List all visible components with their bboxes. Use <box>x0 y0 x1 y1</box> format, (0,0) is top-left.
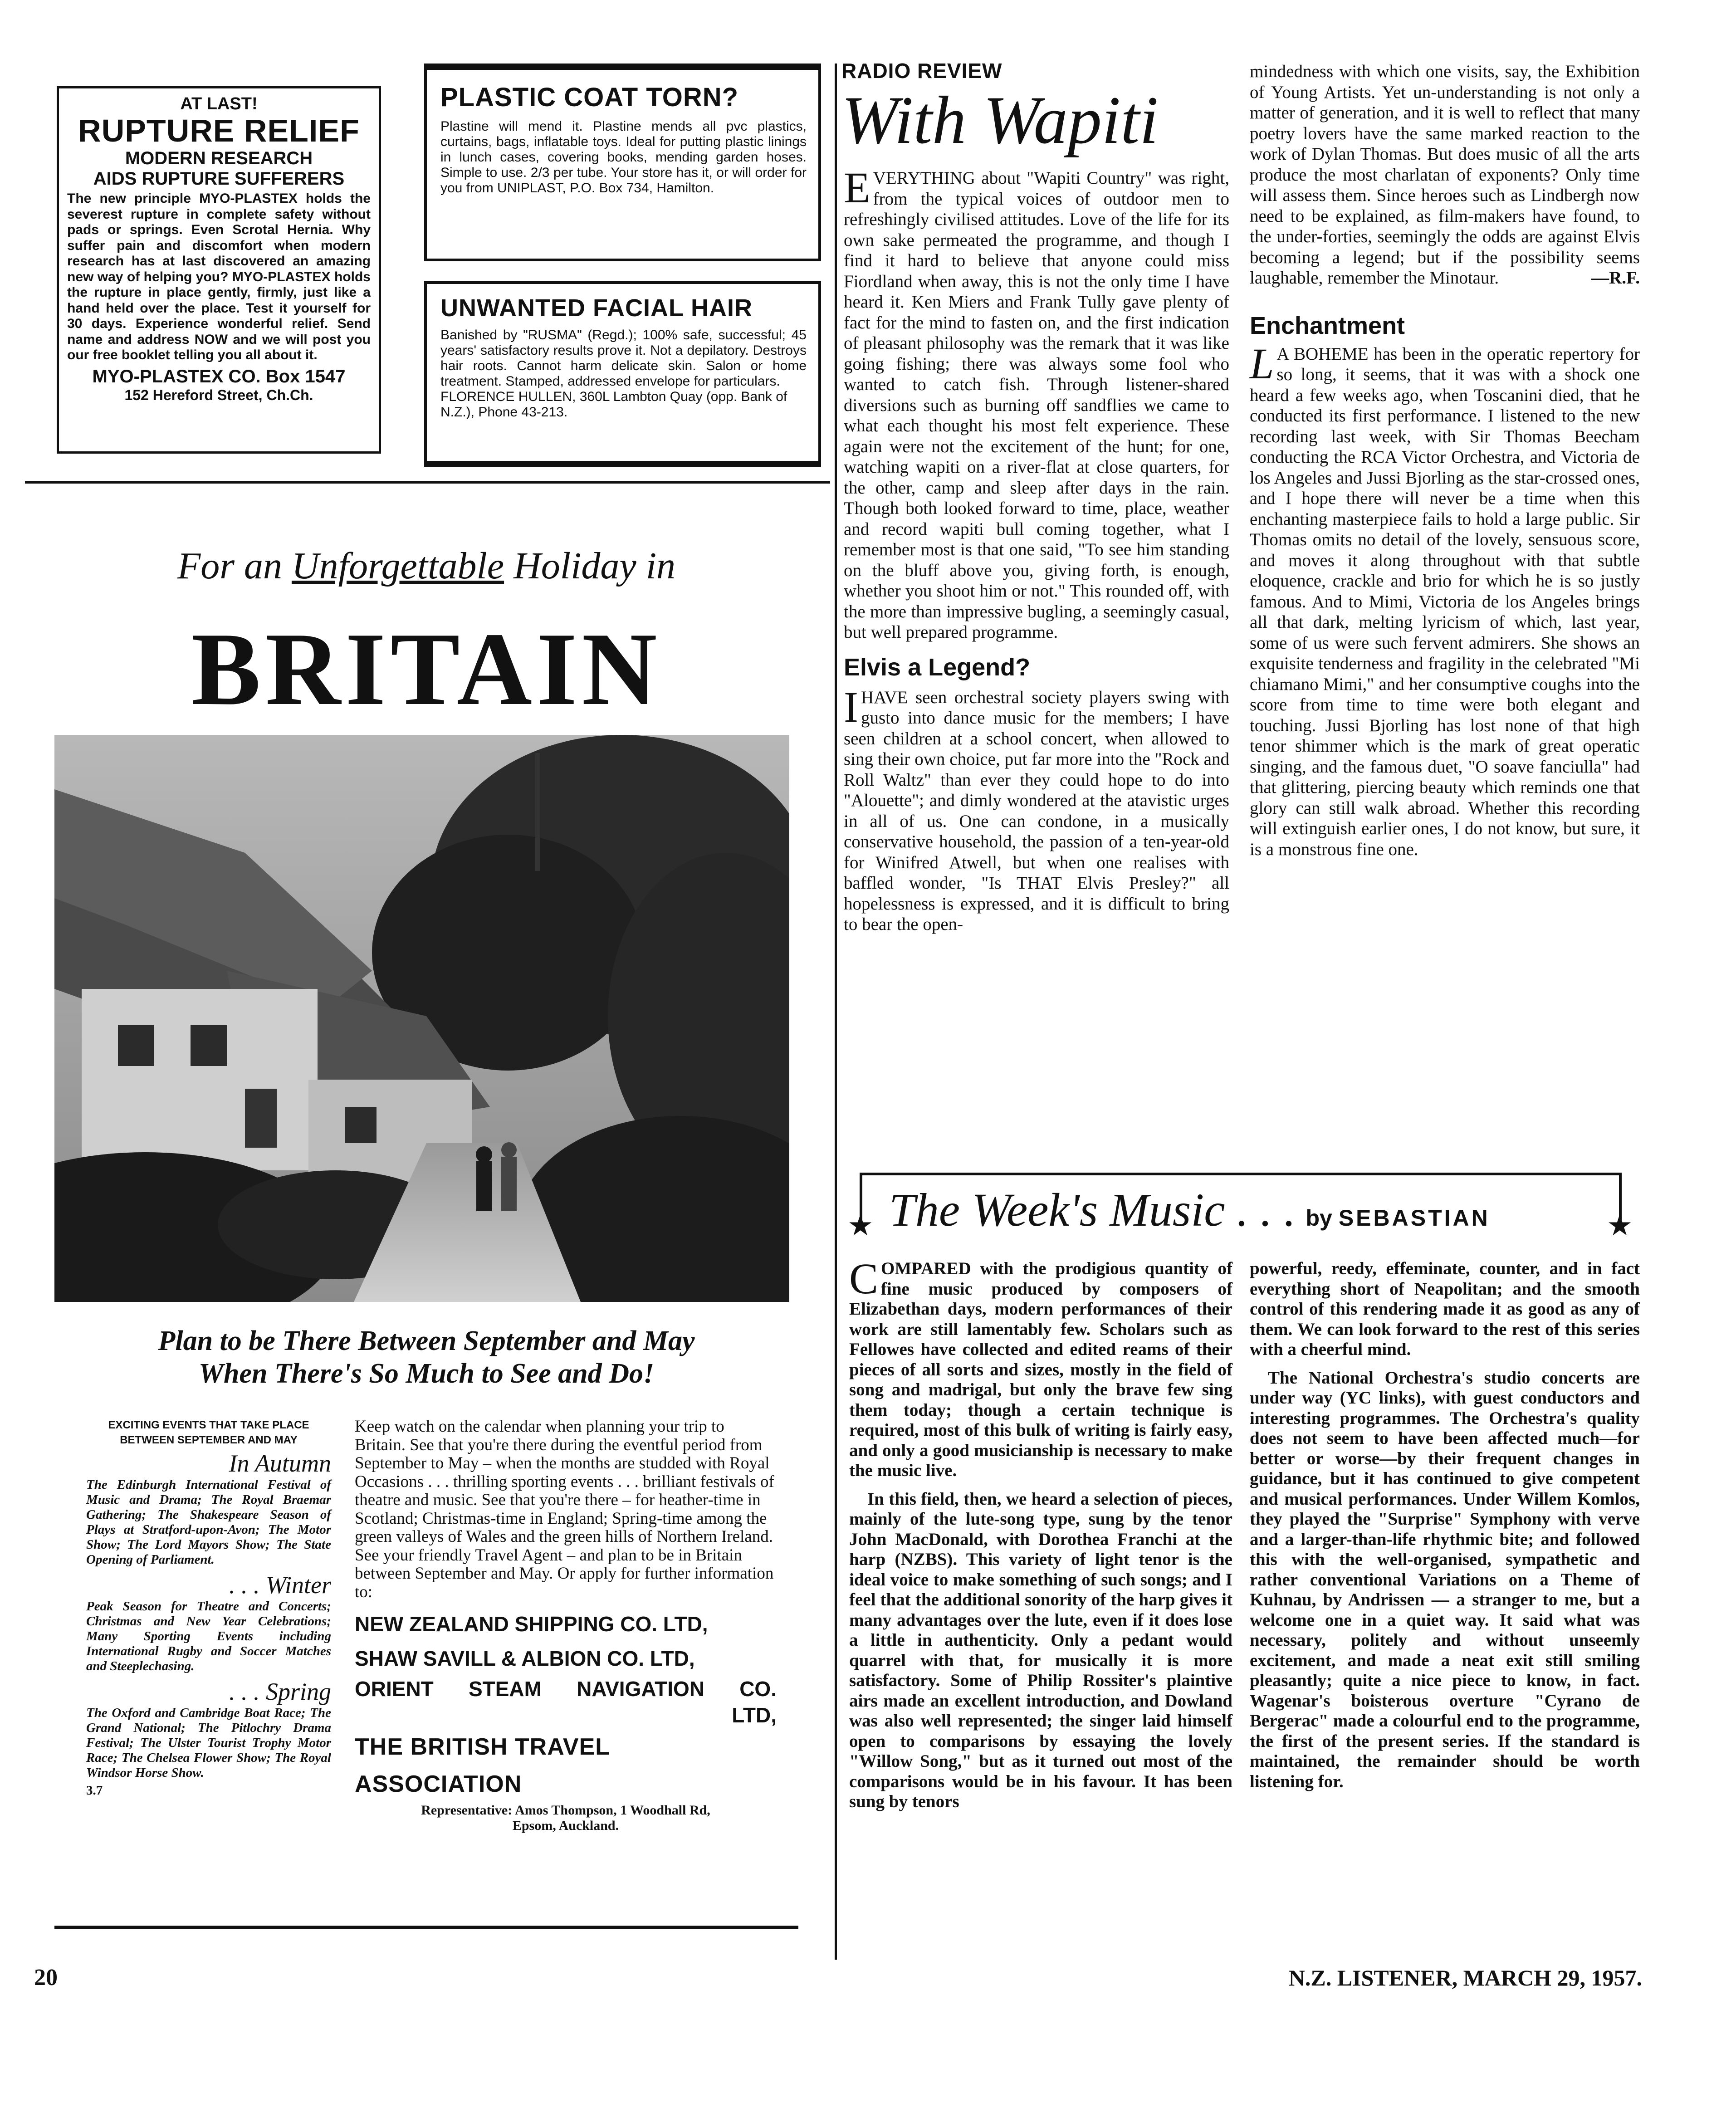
subhead-line-1: Plan to be There Between September and May <box>158 1325 695 1356</box>
representative-line-1: Representative: Amos Thompson, 1 Woodhall Rd, <box>421 1803 710 1818</box>
wapiti-dropcap: E <box>844 163 870 212</box>
tagline-prefix: For an <box>177 545 282 587</box>
radio-review-section-label: RADIO REVIEW <box>841 59 1002 83</box>
britain-ad-bottom-rule <box>54 1926 798 1929</box>
weeks-music-para-1 <box>849 1254 1232 1481</box>
review-signature: —R.F. <box>1591 268 1640 288</box>
facial-hair-ad <box>424 281 821 467</box>
weeks-music-author: SEBASTIAN <box>1338 1205 1490 1231</box>
autumn-events: The Edinburgh International Festival of Music and Drama; The Royal Braemar Gathering; The Shakespeare Season of Plays at Stratford-upon-Avon; The Motor Show; The Lord Mayors Show; The State Opening of Parliament. <box>86 1477 331 1567</box>
weeks-music-header <box>889 1183 1597 1242</box>
top-ads-rule <box>25 481 830 484</box>
weeks-music-para-1-text: OMPARED with the prodigious quantity of fine music produced by composers of Elizabethan days, modern performances of their work are still lamentably few. Scholars such as Fellowes have collected and edited reams of their pieces of all sorts and sizes, mostly in the field of song and madrigal, but only the brave few sing them today; though a certain technique is required, most of this bulk of writing is fairly easy, and only a good musicianship is necessary to make the music live. <box>849 1259 1232 1480</box>
winter-events: Peak Season for Theatre and Concerts; Christmas and New Year Celebrations; Many Sporting Events including International Rugby and Soccer Matches and Steeplechasing. <box>86 1599 331 1673</box>
britain-tagline <box>45 544 807 588</box>
company-orient-steam-ltd: LTD, <box>732 1703 777 1727</box>
weeks-music-dropcap: C <box>849 1254 879 1303</box>
weeks-music-column-2 <box>1250 1259 1640 1795</box>
enchantment-text: A BOHEME has been in the operatic repertory for so long, it seems, that it was with a shock one heard a few weeks ago, when Toscanini died, that he conducted its first performance. I listened to the new recording last week, with Sir Thomas Beecham conducting the RCA Victor Orchestra, and Victoria de los Angeles and Jussi Bjorling as the star-crossed ones, and I hope there will never be a time when this enchanting masterpiece fails to hold a large public. Sir Thomas omits no detail of the lovely, sensuous score, and moves it along throughout with that subtle eloquence, crackle and brio for which he is so justly famous. And to Mimi, Victoria de los Angeles brings all that dark, melting lyricism of which, last year, some of us were such fervent admirers. She shows an exquisite tenderness and fragility in the celebrated "Mi chiamano Mimi," and her consumptive coughs into the score from time to time were both elegant and touching. Jussi Bjorling has lost none of that high tenor shimmer which is the mark of great operatic singing, and the famous duet, "O soave fanciulla" had that glittering, piercing beauty which reminds one that glory can still walk abroad. Whether this recording will extinguish earlier ones, I do not know, but sure, it is a monstrous fine one. <box>1250 344 1640 859</box>
autumn-heading: In Autumn <box>229 1450 331 1477</box>
spring-heading: . . . Spring <box>229 1678 331 1705</box>
company-orient-steam: ORIENT STEAM NAVIGATION CO. <box>355 1677 777 1701</box>
radio-review-column-1 <box>844 163 1229 939</box>
elvis-paragraph <box>844 682 1229 935</box>
enchantment-heading: Enchantment <box>1250 312 1405 339</box>
weeks-music-title: The Week's Music . . . <box>889 1184 1296 1236</box>
plastic-coat-ad <box>424 64 821 261</box>
elvis-continued <box>1250 61 1640 289</box>
weeks-music-para-4 <box>1250 1368 1640 1792</box>
radio-review-column-2 <box>1250 61 1640 863</box>
tagline-suffix: Holiday in <box>513 545 676 587</box>
ad-code: 3.7 <box>86 1783 103 1798</box>
rupture-ad-company: MYO-PLASTEX CO. Box 1547 <box>92 366 346 386</box>
spring-events: The Oxford and Cambridge Boat Race; The Grand National; The Pitlochry Drama Festival; The Ulster Tourist Trophy Motor Race; The Chelsea Flower Show; The Royal Windsor Horse Show. <box>86 1706 331 1780</box>
events-title-2: BETWEEN SEPTEMBER AND MAY <box>120 1434 298 1446</box>
weeks-music-column-1 <box>849 1254 1232 1816</box>
rupture-ad-address: 152 Hereford Street, Ch.Ch. <box>124 386 313 403</box>
company-nz-shipping: NEW ZEALAND SHIPPING CO. LTD, <box>355 1612 708 1636</box>
weeks-music-para-3-text: powerful, reedy, effeminate, counter, and in fact everything short of Neapolitan; and the smooth control of this rendering made it as good as any of them. We can look forward to the rest of this series with a cheerful mind. <box>1250 1259 1640 1359</box>
plastic-ad-title: PLASTIC COAT TORN? <box>440 83 739 112</box>
britain-body-column <box>355 1418 777 1834</box>
tagline-underlined: Unforgettable <box>291 545 504 587</box>
page-number: 20 <box>34 1965 58 1991</box>
britain-body-text: Keep watch on the calendar when planning your trip to Britain. See that you're there during the eventful period from September to May – when the months are studded with Royal Occasions . . . thrilling sporting events . . . brilliant festivals of theatre and music. See that you're there – for heather-time in Scotland; Christmas-time in England; Spring-time among the green valleys of Wales and the green hills of Northern Ireland. See your friendly Travel Agent – and plan to be in Britain between September and May. Or apply for further information to: <box>355 1417 774 1601</box>
rupture-ad-kicker: AT LAST! <box>180 94 258 113</box>
wapiti-paragraph <box>844 163 1229 643</box>
elvis-heading: Elvis a Legend? <box>844 653 1031 681</box>
britain-events-column <box>86 1418 331 1798</box>
britain-headline: BRITAIN <box>191 611 662 727</box>
representative-line-2: Epsom, Auckland. <box>512 1818 619 1833</box>
subhead-line-2: When There's So Much to See and Do! <box>198 1358 655 1389</box>
events-title-1: EXCITING EVENTS THAT TAKE PLACE <box>108 1419 309 1431</box>
wapiti-text: VERYTHING about "Wapiti Country" was right, from the typical voices of outdoor men to refreshingly civilised attitudes. Love of the life for its own sake permeated the programme, and though I find it hard to believe that anyone could miss Fiordland when away, this is not the only time I have heard it. Ken Miers and Frank Tully gave plenty of fact for the mind to fasten on, and the first indication of pleasant philosophy was the remark that it was like going fishing; there was always some fool who wanted to catch fish. Through listener-shared diversions such as burning off sandflies we came to what each thought his most felt experience. These again were not the excitement of the hunt; for one, watching wapiti on a river-flat at close quarters, for the other, camp and sleep after days in the rain. Though both looked forward to time, place, weather and record wapiti bull coming together, what I remember most is that one said, "To see him standing on the bluff above you, giving forth, is enough, whether you shoot him or not." This rounded off, with the more than impressive bugling, a seemingly casual, but well prepared programme. <box>844 168 1229 642</box>
elvis-text: HAVE seen orchestral society players swing with gusto into dance music for the members; I have seen children at a school concert, when allowed to sing their own choice, put far more into the "Rock and Roll Waltz" than ever they could hope to do into "Alouette"; and dimly wondered at the atavistic urges in all of us. One can condone, in a musically conservative household, the passion of a ten-year-old for Winifred Atwell, but when one realises with baffled wonder, "Is THAT Elvis Presley?" all hopelessness is expressed, and it is difficult to bring to bear the open- <box>844 687 1229 934</box>
elvis-continued-text: mindedness with which one visits, say, the Exhibition of Young Artists. Yet un-understanding is not only a matter of generation, and it is well to reflect that many poetry lovers have the same marked reaction to the work of Dylan Thomas. But does music of all the arts produce the most charlatan of exponents? Only time will assess them. Since heroes such as Lindbergh now need to be explained, as film-makers have found, to the under-forties, seemingly the odds are against Elvis becoming a legend; but if the possibility seems laughable, remember the Minotaur. <box>1250 62 1640 288</box>
weeks-music-para-3 <box>1250 1259 1640 1360</box>
weeks-music-by: by <box>1306 1205 1332 1231</box>
cottage-photo-image <box>54 735 789 1302</box>
company-shaw-savill: SHAW SAVILL & ALBION CO. LTD, <box>355 1647 695 1670</box>
radio-review-title: With Wapiti <box>841 83 1159 158</box>
weeks-music-para-4-text: The National Orchestra's studio concerts are under way (YC links), with guest conductors and interesting programmes. The Orchestra's quality does not seem to have been affected much—for better or worse—by their frequent changes in guidance, but it has continued to give competent and musical performances. Under Willem Komlos, they played the "Surprise" Symphony with verve and a larger-than-life rhythmic bite; and followed this with the well-organised, sympathetic and rather conventional Variations on a Theme of Kuhnau, by Andrissen — a stranger to me, but a welcome one in a quiet way. It said what was necessary, politely and without unseemly excitement, and made a neat exit still smiling pleasantly; quite a nice piece to know, in fact. Wagenar's boisterous overture "Cyrano de Bergerac" made a colourful end to the programme, the first of the present series. If the standard is maintained, the remainder should be worth listening for. <box>1250 1368 1640 1791</box>
center-column-rule <box>835 64 837 1960</box>
right-star-icon: ★ <box>1607 1209 1633 1242</box>
weeks-music-para-2-text: In this field, then, we heard a selection of pieces, mainly of the lute-song type, sung by the tenor John MacDonald, with Dorothea Franchi at the harp (NZBS). This variety of light tenor is the ideal voice to make something of such songs; and I feel that the additional sonority of the harp gives it many advantages over the lute, even if it does lose a little in authenticity. Only a pedant would quarrel with that, for musically it is more satisfactory. Some of Philip Rossiter's plaintive airs made an excellent introduction, and Dowland was also well represented; the singer laid himself open to comparisons by essaying the lovely "Willow Song," but as it turned out most of the comparisons would be in his favour. It has been sung by tenors <box>849 1489 1232 1811</box>
publication-line: N.Z. LISTENER, MARCH 29, 1957. <box>1288 1965 1642 1991</box>
plastic-ad-body: Plastine will mend it. Plastine mends all pvc plastics, curtains, bags, inflatable toys. Ideal for putting plastic linings in lunch cases, covering books, mending garden hoses. Simple to use. 2/3 per tube. Your store has it, or will order for you from UNIPLAST, P.O. Box 734, Hamilton. <box>440 119 807 196</box>
hair-ad-contact: FLORENCE HULLEN, 360L Lambton Quay (opp. Bank of N.Z.), Phone 43-213. <box>440 389 787 420</box>
weeks-music-top-rule <box>860 1173 1622 1175</box>
rupture-relief-ad <box>57 86 381 454</box>
elvis-dropcap: I <box>844 682 858 731</box>
plastic-ad-bottom-rule <box>424 259 821 261</box>
winter-heading: . . . Winter <box>229 1571 331 1599</box>
britain-cottage-photo <box>54 735 789 1302</box>
rupture-ad-subtitle-2: AIDS RUPTURE SUFFERERS <box>93 169 345 189</box>
rupture-ad-title: RUPTURE RELIEF <box>78 113 360 148</box>
left-star-icon: ★ <box>847 1209 874 1242</box>
enchantment-paragraph <box>1250 339 1640 860</box>
british-travel-association: THE BRITISH TRAVEL ASSOCIATION <box>355 1734 610 1797</box>
hair-ad-body: Banished by "RUSMA" (Regd.); 100% safe, successful; 45 years' satisfactory results prove it. Not a depilatory. Destroys hair roots. Cannot harm delicate skin. Salon or home treatment. Stamped, addressed envelope for particulars. <box>440 328 807 389</box>
rupture-ad-body: The new principle MYO-PLASTEX holds the severest rupture in complete safety without pads or springs. Even Scrotal Hernia. Why suffer pain and discomfort when modern research has at last discovered an amazing new way of helping you? MYO-PLASTEX holds the rupture in place gently, firmly, just like a hand held over the place. Test it yourself for 30 days. Experience wonderful relief. Send name and address NOW and we will post you our free booklet telling you all about it. <box>67 191 371 362</box>
britain-subhead <box>54 1325 798 1390</box>
enchantment-dropcap: L <box>1250 339 1274 388</box>
rupture-ad-subtitle: MODERN RESEARCH <box>125 148 313 168</box>
hair-ad-title: UNWANTED FACIAL HAIR <box>440 294 753 322</box>
weeks-music-para-2 <box>849 1489 1232 1812</box>
